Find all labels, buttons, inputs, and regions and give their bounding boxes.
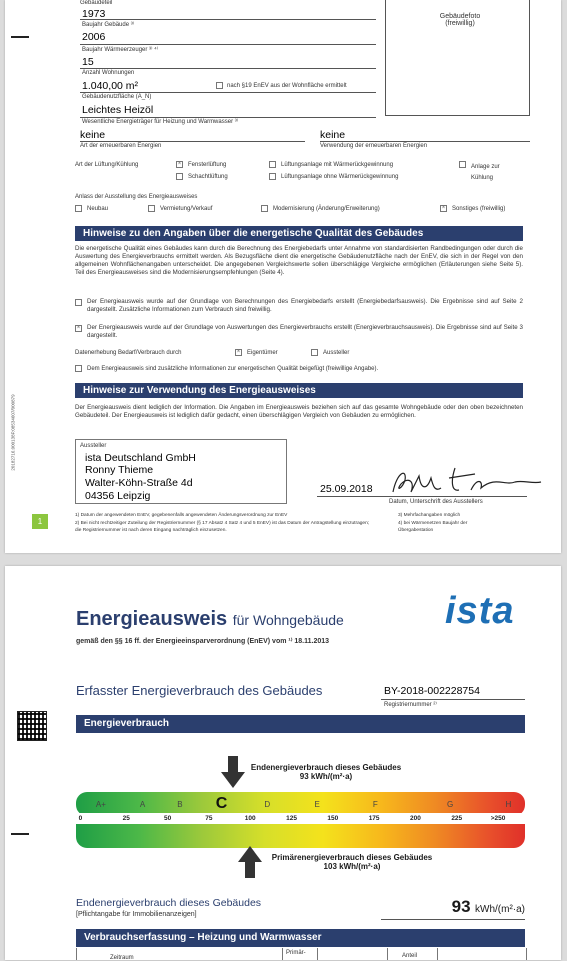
verwendung-section-bar: Hinweise zur Verwendung des Energieausweises bbox=[75, 383, 523, 398]
aussteller-line: 04356 Leipzig bbox=[85, 490, 151, 502]
lueftung-option: Lüftungsanlage ohne Wärmerückgewinnung bbox=[281, 174, 399, 180]
punch-mark bbox=[11, 36, 29, 38]
baujahr-waerme-label: Baujahr Wärmeerzeuger ³⁾ ⁴⁾ bbox=[82, 47, 159, 53]
baujahr-waerme-value: 15 bbox=[82, 56, 94, 68]
table-header-row bbox=[76, 948, 527, 960]
erneuerbar-verw-label: Verwendung der erneuerbaren Energien bbox=[320, 143, 428, 149]
hinweise-section-bar: Hinweise zu den Angaben über die energetische Qualität des Gebäudes bbox=[75, 226, 523, 241]
end-energy-label bbox=[241, 763, 411, 781]
zusatz-label: Dem Energieausweis sind zusätzliche Informationen zur energetischen Qualität beigefügt (freiwillige Angabe). bbox=[87, 366, 379, 372]
scale-tick-label: 200 bbox=[410, 815, 421, 822]
scale-tick-label: 225 bbox=[451, 815, 463, 822]
efficiency-class-h: H bbox=[505, 799, 512, 809]
title-suffix: für Wohngebäude bbox=[232, 612, 344, 628]
page-1 bbox=[5, 0, 561, 553]
datum-value: 25.09.2018 bbox=[320, 483, 373, 495]
efficiency-class-c: C bbox=[215, 795, 228, 812]
bedarf-checkbox[interactable] bbox=[75, 299, 82, 306]
anlass-label: Anlass der Ausstellung des Energieausweises bbox=[75, 194, 198, 200]
title-main bbox=[76, 608, 344, 631]
aussteller-line: Walter-Köhn-Straße 4d bbox=[85, 477, 193, 489]
lueftung-ohne-checkbox[interactable] bbox=[269, 173, 276, 180]
primary-energy-label-line2: 103 kWh/(m²·a) bbox=[323, 862, 381, 871]
efficiency-scale-lower bbox=[76, 824, 525, 848]
end-energy-label-line1: Endenergieverbrauch dieses Gebäudes bbox=[250, 763, 402, 772]
efficiency-class-f: F bbox=[372, 799, 378, 809]
schachtlueftung-checkbox[interactable] bbox=[176, 173, 183, 180]
verbrauch-checkbox[interactable]: × bbox=[76, 325, 81, 331]
scale-tick-label: >250 bbox=[490, 815, 506, 822]
kuehlung-checkbox[interactable] bbox=[459, 161, 466, 168]
photo-box bbox=[385, 0, 530, 116]
registriernummer-label: Registriernummer ²⁾ bbox=[384, 702, 437, 708]
end-energy-label-line2: 93 kWh/(m²·a) bbox=[299, 772, 353, 781]
title-energieausweis: Energieausweis bbox=[76, 608, 228, 630]
erneuerbar-art-value: keine bbox=[80, 129, 106, 141]
lueftung-option: Anlage zur Kühlung bbox=[471, 164, 500, 181]
table-header-cell: Primär- bbox=[286, 950, 306, 956]
scale-tick-label: 175 bbox=[368, 815, 380, 822]
table-header-cell: Anteil bbox=[402, 953, 418, 959]
subtitle: gemäß den §§ 16 ff. der Energieeinsparverordnung (EnEV) vom ¹⁾ 18.11.2013 bbox=[76, 638, 330, 645]
end-summary-label: Endenergieverbrauch dieses Gebäudes bbox=[76, 897, 262, 909]
photo-label: Gebäudefoto (freiwillig) bbox=[439, 13, 481, 27]
energietraeger-label: Wesentliche Energieträger für Heizung und Warmwasser ³⁾ bbox=[82, 119, 239, 125]
end-summary-value: 93 bbox=[451, 897, 471, 916]
baujahr-gebaeude-label: Baujahr Gebäude ³⁾ bbox=[82, 22, 135, 28]
lueftung-option: Lüftungsanlage mit Wärmerückgewinnung bbox=[281, 162, 394, 168]
footnote: 1) Datum der angewendeten EnEV, gegebenenfalls angewendeten Änderungsverordnung zur EnEV bbox=[75, 513, 288, 518]
efficiency-class-b: B bbox=[177, 799, 183, 809]
lueftung-mit-checkbox[interactable] bbox=[269, 161, 276, 168]
page-2 bbox=[5, 566, 561, 960]
end-summary-sub: [Pflichtangabe für Immobilienanzeigen] bbox=[76, 911, 197, 918]
anlass-option: Vermietung/Verkauf bbox=[160, 206, 213, 212]
aussteller-checkbox[interactable] bbox=[311, 349, 318, 356]
eigentuemer-checkbox[interactable]: × bbox=[236, 349, 241, 355]
end-summary-value-box bbox=[381, 897, 525, 920]
zusatz-checkbox[interactable] bbox=[75, 365, 82, 372]
footnote: 4) bei Wärmenetzen Baujahr der Übergabestation bbox=[398, 521, 468, 533]
page-number-badge: 1 bbox=[32, 514, 48, 529]
efficiency-class-e: E bbox=[314, 799, 320, 809]
verwendung-text: Der Energieausweis dient lediglich der Information. Die Angaben im Energieausweis beziehen sich auf das gesamte Wohngebäude oder den oben bezeichneten Gebäudeteil. Der Energieausweis ist lediglich dafür gedacht, einen überschlägigen Vergleich von Gebäuden zu ermöglichen. bbox=[75, 404, 523, 420]
efficiency-class-d: D bbox=[264, 799, 271, 809]
side-code: 20182716.000138P.08534607/000879 bbox=[10, 394, 16, 471]
efficiency-class-a: A bbox=[139, 799, 146, 809]
lueftung-label: Art der Lüftung/Kühlung bbox=[75, 162, 139, 168]
datum-label: Datum, Unterschrift des Ausstellers bbox=[389, 499, 483, 505]
efficiency-class-a-plus: A+ bbox=[95, 799, 106, 809]
anlass-option: Neubau bbox=[87, 206, 109, 212]
lueftung-option: Fensterlüftung bbox=[188, 162, 227, 168]
eigentuemer-label: Eigentümer bbox=[247, 350, 278, 356]
table-header-cell: Zeitraum bbox=[110, 955, 134, 961]
scale-tick-label: 150 bbox=[327, 815, 339, 822]
footnote: 3) Mehrfachangaben möglich bbox=[398, 513, 461, 518]
verbrauch-option-text: Der Energieausweis wurde auf der Grundlage von Auswertungen des Energieverbrauchs erstellt (Energieverbrauchsausweis). Die Ergebnisse sind auf Seite 3 dargestellt. bbox=[87, 324, 523, 340]
scale-tick-label: 50 bbox=[163, 815, 172, 822]
lueftung-option: Schachtlüftung bbox=[188, 174, 228, 180]
aussteller-label: Aussteller bbox=[80, 443, 107, 449]
hinweise-text: Die energetische Qualität eines Gebäudes kann durch die Berechnung des Energiebedarfs unter Annahme von standardisierten Randbedingungen oder durch die Auswertung des Energieverbrauchs ermittelt werden. Als Bezugsfläche dient die energetische Gebäudenutzfläche nach der EnEV, die sich in der Regel von den allgemeinen Wohnflächenangaben unterscheidet. Die angegebenen Vergleichswerte sollen überschlägige Vergleiche ermöglichen (Erläuterungen siehe Seite 5). Teil des Energieausweises sind die Modernisierungsempfehlungen (Seite 4). bbox=[75, 245, 523, 277]
baujahr-value: 1973 bbox=[82, 8, 106, 20]
scale-tick-label: 0 bbox=[78, 815, 83, 822]
wohnungen-label: Anzahl Wohnungen bbox=[82, 70, 135, 76]
scale-tick-label: 125 bbox=[286, 815, 297, 822]
vermietung-checkbox[interactable] bbox=[148, 205, 155, 212]
gebaeudeteil-label: Gebäudeteil bbox=[80, 0, 113, 6]
section-title: Erfasster Energieverbrauch des Gebäudes bbox=[76, 683, 323, 698]
verbrauchserfassung-bar: Verbrauchserfassung – Heizung und Warmwasser bbox=[76, 929, 525, 947]
sonstiges-checkbox[interactable]: × bbox=[441, 205, 446, 211]
energietraeger-value: Leichtes Heizöl bbox=[82, 104, 154, 116]
erneuerbar-art-label: Art der erneuerbaren Energien bbox=[80, 143, 162, 149]
ista-logo: ista bbox=[445, 590, 515, 632]
flaeche-value: 1.040,00 m² bbox=[82, 80, 139, 92]
end-summary-unit: kWh/(m²·a) bbox=[475, 904, 525, 915]
scale-tick-label: 25 bbox=[122, 815, 130, 822]
fensterlueftung-checkbox[interactable]: × bbox=[177, 161, 182, 167]
qr-code-icon bbox=[17, 711, 47, 741]
punch-mark bbox=[11, 833, 29, 835]
neubau-checkbox[interactable] bbox=[75, 205, 82, 212]
datenerhebung-label: Datenerhebung Bedarf/Verbrauch durch bbox=[75, 350, 182, 356]
nutzflaeche-label: Gebäudenutzfläche (A_N) bbox=[82, 94, 152, 100]
flaeche-checkbox-label: nach §19 EnEV aus der Wohnfläche ermittelt bbox=[227, 83, 347, 89]
efficiency-class-g: G bbox=[447, 799, 454, 809]
anlass-option: Sonstiges (freiwillig) bbox=[452, 206, 506, 212]
scale-tick-label: 100 bbox=[244, 815, 256, 822]
aussteller-line: Ronny Thieme bbox=[85, 464, 154, 476]
bedarf-option-text: Der Energieausweis wurde auf der Grundlage von Berechnungen des Energiebedarfs erstellt (Energiebedarfsausweis). Die Ergebnisse sind auf Seite 2 dargestellt. Zusätzliche Informationen zum Verbrauch sind freiwillig. bbox=[87, 298, 523, 314]
erneuerbar-verw-value: keine bbox=[320, 129, 346, 141]
aussteller-line: ista Deutschland GmbH bbox=[85, 452, 196, 464]
registriernummer-value: BY-2018-002228754 bbox=[384, 685, 480, 697]
scale-tick-label: 75 bbox=[205, 815, 213, 822]
aussteller-box bbox=[75, 439, 287, 504]
aussteller-option-label: Aussteller bbox=[323, 350, 350, 356]
baujahr-gebaeude-value: 2006 bbox=[82, 31, 106, 43]
flaeche-checkbox[interactable] bbox=[216, 82, 223, 89]
primary-energy-label-line1: Primärenergieverbrauch dieses Gebäudes bbox=[271, 853, 433, 862]
modernisierung-checkbox[interactable] bbox=[261, 205, 268, 212]
anlass-option: Modernisierung (Änderung/Erweiterung) bbox=[273, 206, 380, 212]
primary-energy-label bbox=[257, 853, 447, 871]
energieverbrauch-bar: Energieverbrauch bbox=[76, 715, 525, 733]
footnote: 2) Bei nicht rechtzeitiger Zuteilung der Registriernummer (§ 17 Absatz 4 Satz 4 und 5 EnEV) ist das Datum der Antragstellung einzutragen; die Registriernummer ist nach deren Eingang nachträglich einzusetzen. bbox=[75, 521, 370, 533]
